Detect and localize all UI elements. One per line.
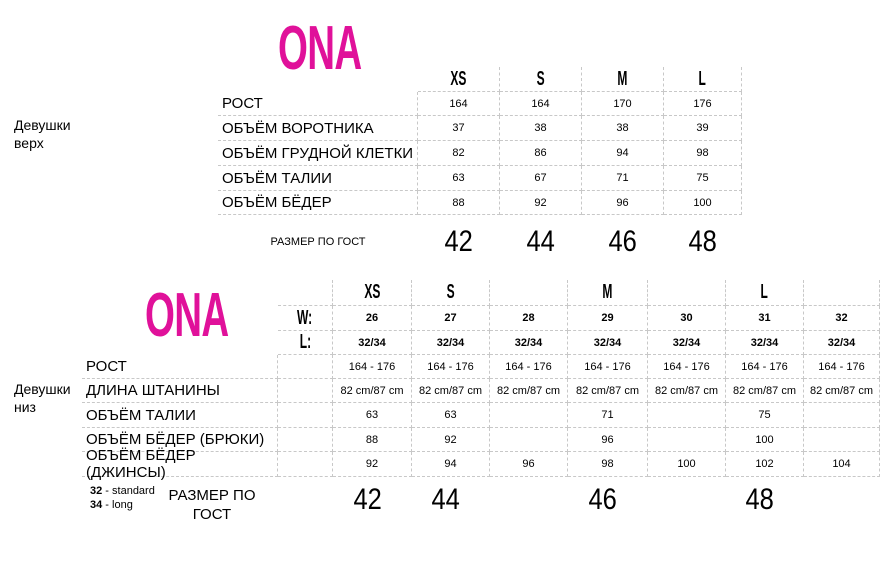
row-label-text: ОБЪЁМ ТАЛИИ <box>222 169 332 187</box>
table-cell <box>648 355 726 379</box>
table-cell <box>804 379 880 403</box>
table-cell-text: 98 <box>696 147 709 159</box>
size-header-text: XS <box>450 67 467 90</box>
table-cell-text: 63 <box>444 409 457 421</box>
gost-size <box>563 480 643 520</box>
table-cell <box>490 379 568 403</box>
length-value-text: 32/34 <box>827 336 856 349</box>
size-header <box>664 67 742 92</box>
size-header-text: M <box>617 67 628 90</box>
note-text: - standard <box>102 485 155 497</box>
table-cell-text: 38 <box>534 122 547 134</box>
gost-label-top <box>218 225 418 259</box>
table-cell <box>333 452 412 477</box>
table-cell-text: 96 <box>616 196 629 209</box>
table-cell-text: 176 <box>693 97 712 110</box>
table-cell <box>664 92 742 116</box>
table-cell-text: 92 <box>365 458 379 470</box>
size-header-text: XS <box>363 281 381 303</box>
gost-label-line: ГОСТ <box>192 506 232 523</box>
spacer <box>278 403 333 428</box>
table-cell <box>804 403 880 428</box>
table-cell <box>726 403 804 428</box>
table-cell <box>648 428 726 452</box>
size-header-text: S <box>446 281 455 303</box>
row-label-text: ОБЪЁМ БЁДЕР (ДЖИНСЫ) <box>86 447 196 481</box>
table-cell-text: 63 <box>452 172 465 184</box>
row-label-text: ОБЪЁМ БЁДЕР (БРЮКИ) <box>86 431 265 448</box>
length-value-text: 32/34 <box>593 336 622 349</box>
table-cell-text: 164 - 176 <box>427 360 474 373</box>
table-cell-text: 82 cm/87 cm <box>576 384 639 397</box>
table-cell <box>490 428 568 452</box>
table-cell-text: 88 <box>365 433 379 446</box>
waist-value <box>568 306 648 331</box>
length-value-text: 32/34 <box>436 336 465 349</box>
table-cell-text: 170 <box>613 97 632 110</box>
table-cell <box>333 379 412 403</box>
table-cell <box>648 379 726 403</box>
table-cell-text: 86 <box>534 147 547 159</box>
table-cell <box>333 355 412 379</box>
table-cell-text: 164 - 176 <box>348 360 396 373</box>
length-value <box>412 331 490 355</box>
size-header <box>582 67 664 92</box>
gost-size <box>582 222 664 262</box>
row-label-text: ОБЪЁМ ТАЛИИ <box>86 406 196 424</box>
gost-size-text: 42 <box>353 483 382 516</box>
row-label <box>218 116 418 141</box>
gost-size-text: 44 <box>431 483 461 516</box>
size-header-text: S <box>536 67 545 90</box>
length-value <box>333 331 412 355</box>
waist-value-text: 30 <box>680 312 693 324</box>
section-label-line: Девушки <box>14 381 71 397</box>
table-cell <box>582 141 664 166</box>
section-label-line: Девушки <box>14 117 71 133</box>
size-header <box>412 280 490 306</box>
row-label-text: ОБЪЁМ БЁДЕР <box>222 194 332 211</box>
table-cell-text: 164 - 176 <box>505 360 552 373</box>
row-label-text: РОСТ <box>86 358 127 375</box>
section-label-bottom <box>14 380 71 416</box>
table-cell <box>333 428 412 452</box>
note-text: - long <box>102 499 133 511</box>
table-cell <box>568 403 648 428</box>
row-label <box>218 191 418 215</box>
row-label-text: ОБЪЁМ ВОРОТНИКА <box>222 119 374 137</box>
row-label-text: ОБЪЁМ ГРУДНОЙ КЛЕТКИ <box>222 144 414 162</box>
waist-value <box>804 306 880 331</box>
table-cell <box>568 379 648 403</box>
table-cell <box>418 191 500 215</box>
size-header-text: M <box>602 281 613 303</box>
gost-label-bottom <box>162 486 262 524</box>
length-value <box>568 331 648 355</box>
table-cell-text: 164 - 176 <box>663 360 710 373</box>
table-cell <box>582 92 664 116</box>
table-cell-text: 82 <box>452 147 465 159</box>
table-cell <box>648 403 726 428</box>
table-cell <box>582 191 664 215</box>
gost-size <box>407 480 485 520</box>
table-cell <box>500 116 582 141</box>
table-cell <box>804 452 880 477</box>
table-cell <box>726 428 804 452</box>
table-cell-text: 104 <box>832 458 851 470</box>
waist-value <box>333 306 412 331</box>
size-header <box>726 280 804 306</box>
row-label <box>82 447 278 481</box>
table-cell <box>490 355 568 379</box>
length-value-text: 32/34 <box>358 336 386 349</box>
ona-logo-top: ONA <box>278 14 362 83</box>
table-cell-text: 100 <box>755 433 774 446</box>
table-cell <box>664 116 742 141</box>
table-cell-text: 96 <box>522 458 535 470</box>
length-label-text: L: <box>299 331 311 353</box>
spacer <box>278 355 333 379</box>
table-cell <box>664 191 742 215</box>
table-cell <box>418 166 500 191</box>
table-cell <box>582 116 664 141</box>
table-cell-text: 164 <box>449 97 468 110</box>
table-cell-text: 164 - 176 <box>584 360 631 373</box>
table-cell <box>664 141 742 166</box>
length-value <box>804 331 880 355</box>
table-cell <box>418 92 500 116</box>
table-cell <box>726 379 804 403</box>
table-cell <box>418 116 500 141</box>
section-label-line: низ <box>14 399 36 415</box>
table-cell-text: 82 cm/87 cm <box>497 384 560 397</box>
length-label <box>278 331 333 355</box>
table-cell <box>648 452 726 477</box>
table-cell <box>804 355 880 379</box>
row-label <box>218 166 418 191</box>
spacer <box>278 452 333 477</box>
table-cell <box>333 403 412 428</box>
gost-size <box>664 222 742 262</box>
row-label <box>218 92 418 116</box>
row-label <box>218 141 418 166</box>
row-label-text: РОСТ <box>222 95 263 112</box>
gost-size-text: 46 <box>588 483 618 516</box>
table-cell-text: 164 <box>531 97 550 110</box>
waist-label <box>278 306 333 331</box>
waist-value-text: 32 <box>835 312 848 324</box>
table-cell <box>500 141 582 166</box>
ona-logo-bottom: ONA <box>145 281 229 350</box>
size-header <box>648 280 726 306</box>
table-cell-text: 63 <box>365 409 379 421</box>
length-value-text: 32/34 <box>514 336 543 349</box>
length-value <box>490 331 568 355</box>
table-cell-text: 67 <box>534 172 547 184</box>
row-label <box>82 403 278 428</box>
row-label-text: ДЛИНА ШТАНИНЫ <box>86 382 220 399</box>
table-cell-text: 92 <box>444 433 457 446</box>
waist-value <box>412 306 490 331</box>
gost-size-text: 44 <box>526 225 556 258</box>
waist-value-text: 26 <box>365 312 379 324</box>
table-cell-text: 102 <box>755 458 774 470</box>
table-cell <box>726 355 804 379</box>
table-cell-text: 39 <box>696 122 709 134</box>
gost-size <box>328 480 407 520</box>
table-cell-text: 75 <box>758 409 771 421</box>
table-cell-text: 96 <box>601 433 614 446</box>
table-cell-text: 88 <box>452 196 465 209</box>
gost-size <box>721 480 799 520</box>
section-label-top <box>14 116 71 152</box>
table-cell <box>412 355 490 379</box>
size-header <box>804 280 880 306</box>
length-value <box>648 331 726 355</box>
table-cell <box>804 428 880 452</box>
table-cell-text: 71 <box>601 409 614 421</box>
note-code: 34 <box>90 499 103 511</box>
gost-label-top-text: РАЗМЕР ПО ГОСТ <box>270 236 366 248</box>
table-cell-text: 164 - 176 <box>818 360 865 373</box>
gost-size-text: 46 <box>608 225 638 258</box>
table-cell <box>490 452 568 477</box>
waist-value <box>648 306 726 331</box>
table-cell <box>726 452 804 477</box>
gost-size-text: 48 <box>745 483 775 516</box>
table-cell-text: 100 <box>677 458 696 470</box>
row-label <box>82 379 278 403</box>
waist-value-text: 28 <box>522 312 535 324</box>
spacer <box>278 428 333 452</box>
table-cell-text: 82 cm/87 cm <box>733 384 796 397</box>
table-cell-text: 82 cm/87 cm <box>810 384 873 397</box>
waist-value <box>490 306 568 331</box>
size-header <box>418 67 500 92</box>
table-cell-text: 92 <box>534 196 547 209</box>
waist-value-text: 27 <box>444 312 457 324</box>
table-cell-text: 100 <box>693 196 712 209</box>
table-cell <box>500 166 582 191</box>
table-cell <box>568 428 648 452</box>
length-legend <box>90 484 155 512</box>
gost-size <box>418 222 500 262</box>
table-cell-text: 82 cm/87 cm <box>655 384 718 397</box>
table-cell <box>568 355 648 379</box>
table-cell <box>500 92 582 116</box>
waist-value-text: 31 <box>758 312 771 324</box>
section-label-line: верх <box>14 135 44 151</box>
table-cell-text: 98 <box>601 458 614 470</box>
length-value-text: 32/34 <box>672 336 701 349</box>
table-cell-text: 164 - 176 <box>741 360 788 373</box>
table-cell <box>412 452 490 477</box>
table-cell <box>412 379 490 403</box>
spacer <box>278 280 333 306</box>
table-cell <box>582 166 664 191</box>
table-cell-text: 38 <box>616 122 629 134</box>
note-code: 32 <box>90 485 103 497</box>
waist-value <box>726 306 804 331</box>
length-value <box>726 331 804 355</box>
waist-value-text: 29 <box>601 312 614 324</box>
table-cell <box>418 141 500 166</box>
table-cell <box>664 166 742 191</box>
size-header <box>500 67 582 92</box>
spacer <box>278 379 333 403</box>
table-cell-text: 94 <box>616 147 629 159</box>
waist-label-text: W: <box>297 306 313 329</box>
table-cell-text: 94 <box>444 458 457 470</box>
table-cell <box>568 452 648 477</box>
size-header <box>333 280 412 306</box>
table-cell <box>412 428 490 452</box>
size-header-text: L <box>760 281 769 303</box>
gost-label-line: РАЗМЕР ПО <box>168 487 256 504</box>
gost-size-text: 48 <box>688 225 718 258</box>
table-cell-text: 82 cm/87 cm <box>419 384 482 397</box>
length-value-text: 32/34 <box>750 336 779 349</box>
size-header <box>490 280 568 306</box>
table-cell <box>500 191 582 215</box>
gost-size-text: 42 <box>444 225 474 258</box>
gost-size <box>500 222 582 262</box>
row-label <box>82 355 278 379</box>
table-cell-text: 71 <box>616 172 629 184</box>
size-header <box>568 280 648 306</box>
table-cell <box>490 403 568 428</box>
table-cell <box>412 403 490 428</box>
table-cell-text: 37 <box>452 122 465 134</box>
table-cell-text: 82 cm/87 cm <box>340 384 404 397</box>
table-cell-text: 75 <box>696 172 709 184</box>
size-header-text: L <box>698 67 707 90</box>
